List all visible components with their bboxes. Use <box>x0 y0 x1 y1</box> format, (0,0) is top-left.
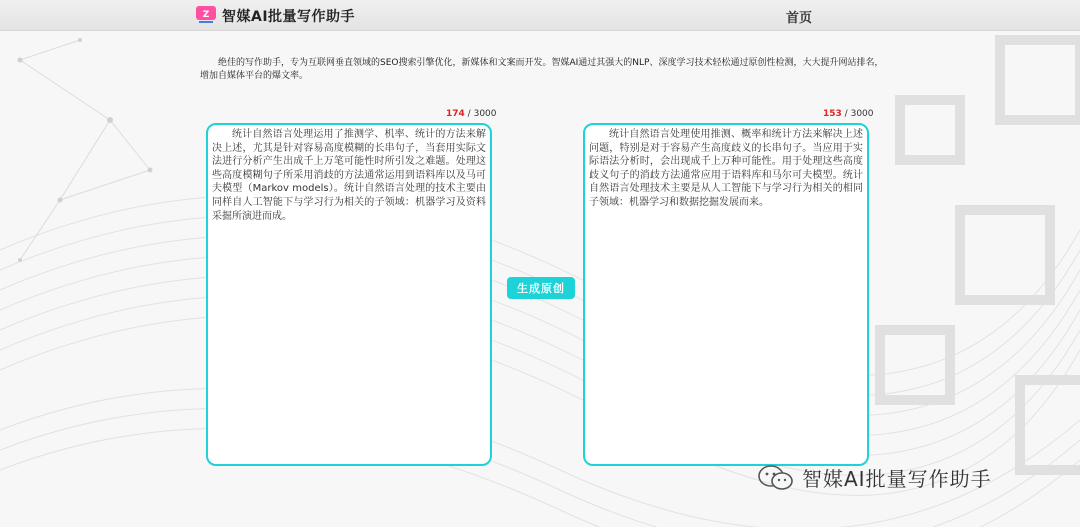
output-textarea[interactable]: 统计自然语言处理使用推测、概率和统计方法来解决上述问题，特别是对于容易产生高度歧义的长串句子。当应用于实际语法分析时，会出现成千上万种可能性。用于处理这些高度歧义句子的消歧方法通常应用于语料库和马尔可夫模型。统计自然语言处理技术主要是从人工智能下与学习行为相关的相同子领域：机器学习和数据挖掘发展而来。 <box>583 123 869 466</box>
output-char-counter <box>823 109 874 119</box>
app-title: 智媒AI批量写作助手 <box>222 9 356 25</box>
input-textarea[interactable]: 统计自然语言处理运用了推测学、机率、统计的方法来解决上述，尤其是针对容易高度模糊的长串句子，当套用实际文法进行分析产生出成千上万笔可能性时所引发之难题。处理这些高度模糊句子所采用消歧的方法通常运用到语料库以及马可夫模型（Markov models）。统计自然语言处理的技术主要由同样自人工智能下与学习行为相关的子领域：机器学习及资料采掘所演进而成。 <box>206 123 492 466</box>
wechat-watermark <box>756 463 992 492</box>
intro-description: 绝佳的写作助手，专为互联网垂直领域的SEO搜索引擎优化，新媒体和文案而开发。智媒AI通过其强大的NLP、深度学习技术轻松通过原创性检测，大大提升网站排名，增加自媒体平台的爆文率。 <box>200 58 884 81</box>
wechat-icon <box>756 464 796 492</box>
nav-home-link[interactable]: 首页 <box>786 11 813 26</box>
generate-original-button[interactable]: 生成原创 <box>507 277 575 299</box>
input-counter-separator: / <box>467 109 471 119</box>
output-char-max: 3000 <box>850 109 874 119</box>
output-char-count: 153 <box>823 109 842 119</box>
output-counter-separator: / <box>844 109 848 119</box>
top-bar <box>0 0 1080 31</box>
input-char-counter <box>446 109 497 119</box>
app-logo-icon <box>196 6 216 24</box>
input-char-count: 174 <box>446 109 465 119</box>
watermark-text: 智媒AI批量写作助手 <box>802 467 992 491</box>
svg-text:Z: Z <box>202 10 210 20</box>
input-char-max: 3000 <box>473 109 497 119</box>
